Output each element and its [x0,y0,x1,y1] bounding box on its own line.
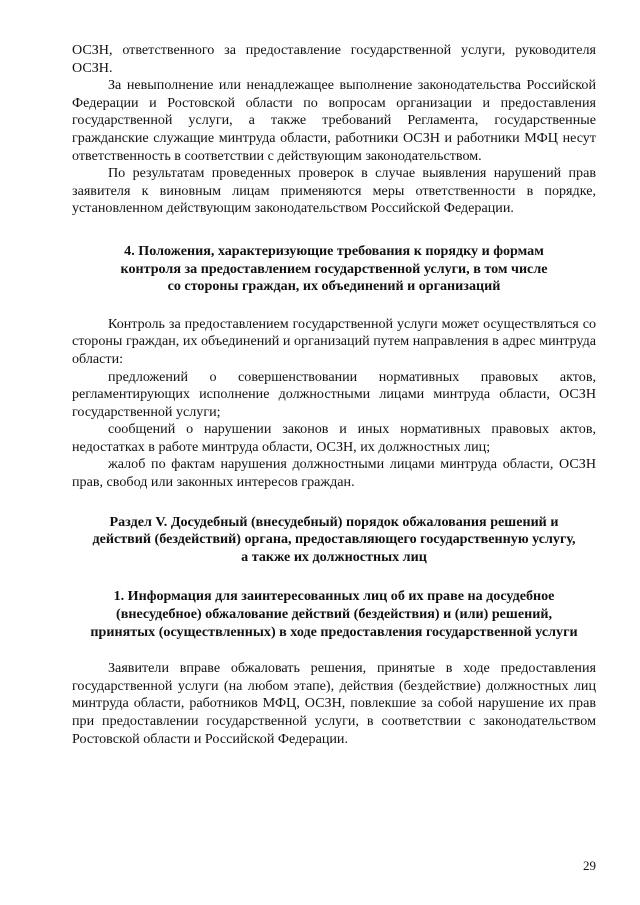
document-page [72,42,596,748]
paragraph-continuation: ОСЗН, ответственного за предоставление государственной услуги, руководителя ОСЗН. [72,42,596,76]
paragraph-appeal-right: Заявители вправе обжаловать решения, принятые в ходе предоставления государственной услуги (на любом этапе), действия (бездействие) должностных лиц минтруда области, работников МФЦ, ОСЗН, повлекшие за собой нарушение их прав при предоставлении государственной услуги, в соответствии с законодательством Ростовской области и Российской Федерации. [72,660,596,747]
section-5-heading-line: а также их должностных лиц [241,548,427,565]
paragraph-citizen-control: Контроль за предоставлением государственной услуги может осуществляться со стороны граждан, их объединений и организаций путем направления в адрес минтруда области: [72,315,596,367]
section-5-heading-line: Раздел V. Досудебный (внесудебный) порядок обжалования решений и [109,513,559,530]
section-4-heading [72,243,596,296]
section-4-heading-line: 4. Положения, характеризующие требования к порядку и формам [124,242,544,259]
section-5-heading-line: действий (бездействий) органа, предоставляющего государственную услугу, [92,531,576,548]
paragraph-liability: За невыполнение или ненадлежащее выполнение законодательства Российской Федерации и Ростовской области по вопросам организации и предоставления государственной услуги, а также требований Регламента, государственные гражданские служащие минтруда области, работники ОСЗН и работники МФЦ несут ответственность в соответствии с действующим законодательством. [72,77,596,164]
section-4-heading-line: со стороны граждан, их объединений и организаций [167,278,501,295]
paragraph-complaints: жалоб по фактам нарушения должностными лицами минтруда области, ОСЗН прав, свобод или законных интересов граждан. [72,456,596,491]
section-5-1-heading-line: (внесудебное) обжалование действий (бездействия) и (или) решений, [116,606,552,623]
paragraph-reports: сообщений о нарушении законов и иных нормативных правовых актов, недостатках в работе минтруда области, ОСЗН, их должностных лиц; [72,421,596,455]
section-4-heading-line: контроля за предоставлением государственной услуги, в том числе [120,260,548,277]
section-5-1-heading-line: принятых (осуществленных) в ходе предоставления государственной услуги [90,623,578,640]
section-5-heading [72,514,596,567]
paragraph-proposals: предложений о совершенствовании нормативных правовых актов, регламентирующих исполнение должностными лицами минтруда области, ОСЗН государственной услуги; [72,368,596,420]
paragraph-inspection-results: По результатам проведенных проверок в случае выявления нарушений прав заявителя к виновным лицам применяются меры ответственности в порядке, установленном действующим законодательством Российской Федерации. [72,165,596,217]
section-5-1-heading-line: 1. Информация для заинтересованных лиц об их праве на досудебное [113,588,555,605]
page-number: 29 [583,858,596,873]
section-5-1-heading [72,588,596,641]
